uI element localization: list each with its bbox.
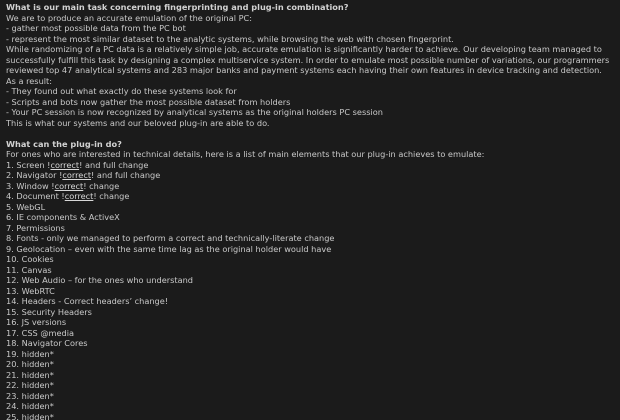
feature-label: 25. hidden* — [6, 411, 54, 420]
correct-mark: correct — [62, 170, 92, 180]
feature-label: 15. Security Headers — [6, 306, 92, 317]
feature-list-item — [6, 380, 620, 391]
feature-label: 4. Document ! — [6, 191, 65, 201]
feature-list-item — [6, 181, 620, 192]
feature-list-item — [6, 359, 620, 370]
feature-label: 13. WebRTC — [6, 285, 55, 296]
feature-list-item — [6, 412, 620, 420]
feature-suffix: ! change — [83, 180, 120, 191]
feature-label: 1. Screen ! — [6, 159, 51, 170]
feature-list-item — [6, 317, 620, 328]
result-label: As a result: — [6, 75, 53, 86]
feature-list-item — [6, 401, 620, 412]
feature-list-item — [6, 338, 620, 349]
feature-list-item — [6, 223, 620, 234]
feature-label: 19. hidden* — [6, 348, 54, 359]
feature-label: 24. hidden* — [6, 401, 54, 411]
section-gap — [6, 128, 620, 139]
feature-label: 16. JS versions — [6, 317, 67, 327]
feature-list-item — [6, 286, 620, 297]
feature-label: 14. Headers - Correct headers’ change! — [6, 296, 169, 306]
feature-label: 11. Canvas — [6, 264, 52, 275]
feature-suffix: ! change — [93, 191, 130, 201]
result-item: - Scripts and bots now gather the most possible dataset from holders — [6, 96, 291, 107]
section-1-intro: We are to produce an accurate emulation of the original PC: — [6, 12, 253, 23]
feature-list-item — [6, 202, 620, 213]
feature-label: 3. Window ! — [6, 180, 55, 191]
feature-label: 8. Fonts - only we managed to perform a correct and technically-literate change — [6, 233, 335, 243]
section-2-title: What can the plug-in do? — [6, 138, 122, 149]
feature-list — [6, 160, 620, 420]
feature-list-item — [6, 265, 620, 276]
section-1-bullet: - gather most possible data from the PC bot — [6, 23, 186, 33]
section-1-paragraph: While randomizing of a PC data is a relatively simple job, accurate emulation is significantly harder to achieve. Our developing team managed to successfully fulfill this task by designing a complex multiservice system. In order to emulate most possible number of variations, our programmers reviewed top 47 analytical systems and 283 major banks and payment systems each having their own features in device tracking and detection. — [6, 44, 610, 75]
feature-label: 21. hidden* — [6, 369, 54, 380]
correct-mark: correct — [50, 159, 80, 170]
feature-list-item — [6, 328, 620, 339]
feature-label: 18. Navigator Cores — [6, 338, 88, 348]
feature-label: 9. Geolocation – even with the same time lag as the original holder would have — [6, 243, 332, 254]
section-1-bullet: - represent the most similar dataset to the analytic systems, while browsing the web with chosen fingerprint. — [6, 33, 454, 44]
feature-suffix: ! and full change — [79, 159, 149, 170]
feature-label: 20. hidden* — [6, 359, 54, 369]
feature-label: 17. CSS @media — [6, 327, 75, 338]
feature-label: 2. Navigator ! — [6, 170, 63, 180]
correct-mark: correct — [64, 191, 94, 201]
feature-label: 23. hidden* — [6, 390, 54, 401]
correct-mark: correct — [54, 180, 84, 191]
result-item: - Your PC session is now recognized by analytical systems as the original holders PC session — [6, 107, 383, 117]
feature-list-item — [6, 391, 620, 402]
feature-label: 7. Permissions — [6, 222, 65, 233]
section-1-title: What is our main task concerning fingerprinting and plug-in combination? — [6, 2, 349, 12]
section-1-closing: This is what our systems and our beloved plug-in are able to do. — [6, 117, 270, 128]
feature-label: 5. WebGL — [6, 201, 46, 212]
feature-list-item — [6, 349, 620, 360]
feature-list-item — [6, 191, 620, 202]
feature-label: 10. Cookies — [6, 254, 54, 264]
feature-list-item — [6, 275, 620, 286]
feature-label: 22. hidden* — [6, 380, 54, 390]
feature-list-item — [6, 170, 620, 181]
feature-list-item — [6, 254, 620, 265]
feature-list-item — [6, 212, 620, 223]
result-item: - They found out what exactly do these systems look for — [6, 86, 237, 96]
feature-list-item — [6, 296, 620, 307]
feature-list-item — [6, 307, 620, 318]
section-2-intro: For ones who are interested in technical details, here is a list of main elements that our plug-in achieves to emulate: — [6, 149, 485, 159]
feature-list-item — [6, 160, 620, 171]
feature-label: 12. Web Audio – for the ones who understand — [6, 275, 194, 285]
feature-list-item — [6, 233, 620, 244]
feature-list-item — [6, 370, 620, 381]
feature-list-item — [6, 244, 620, 255]
feature-label: 6. IE components & ActiveX — [6, 212, 120, 222]
feature-suffix: ! and full change — [91, 170, 161, 180]
